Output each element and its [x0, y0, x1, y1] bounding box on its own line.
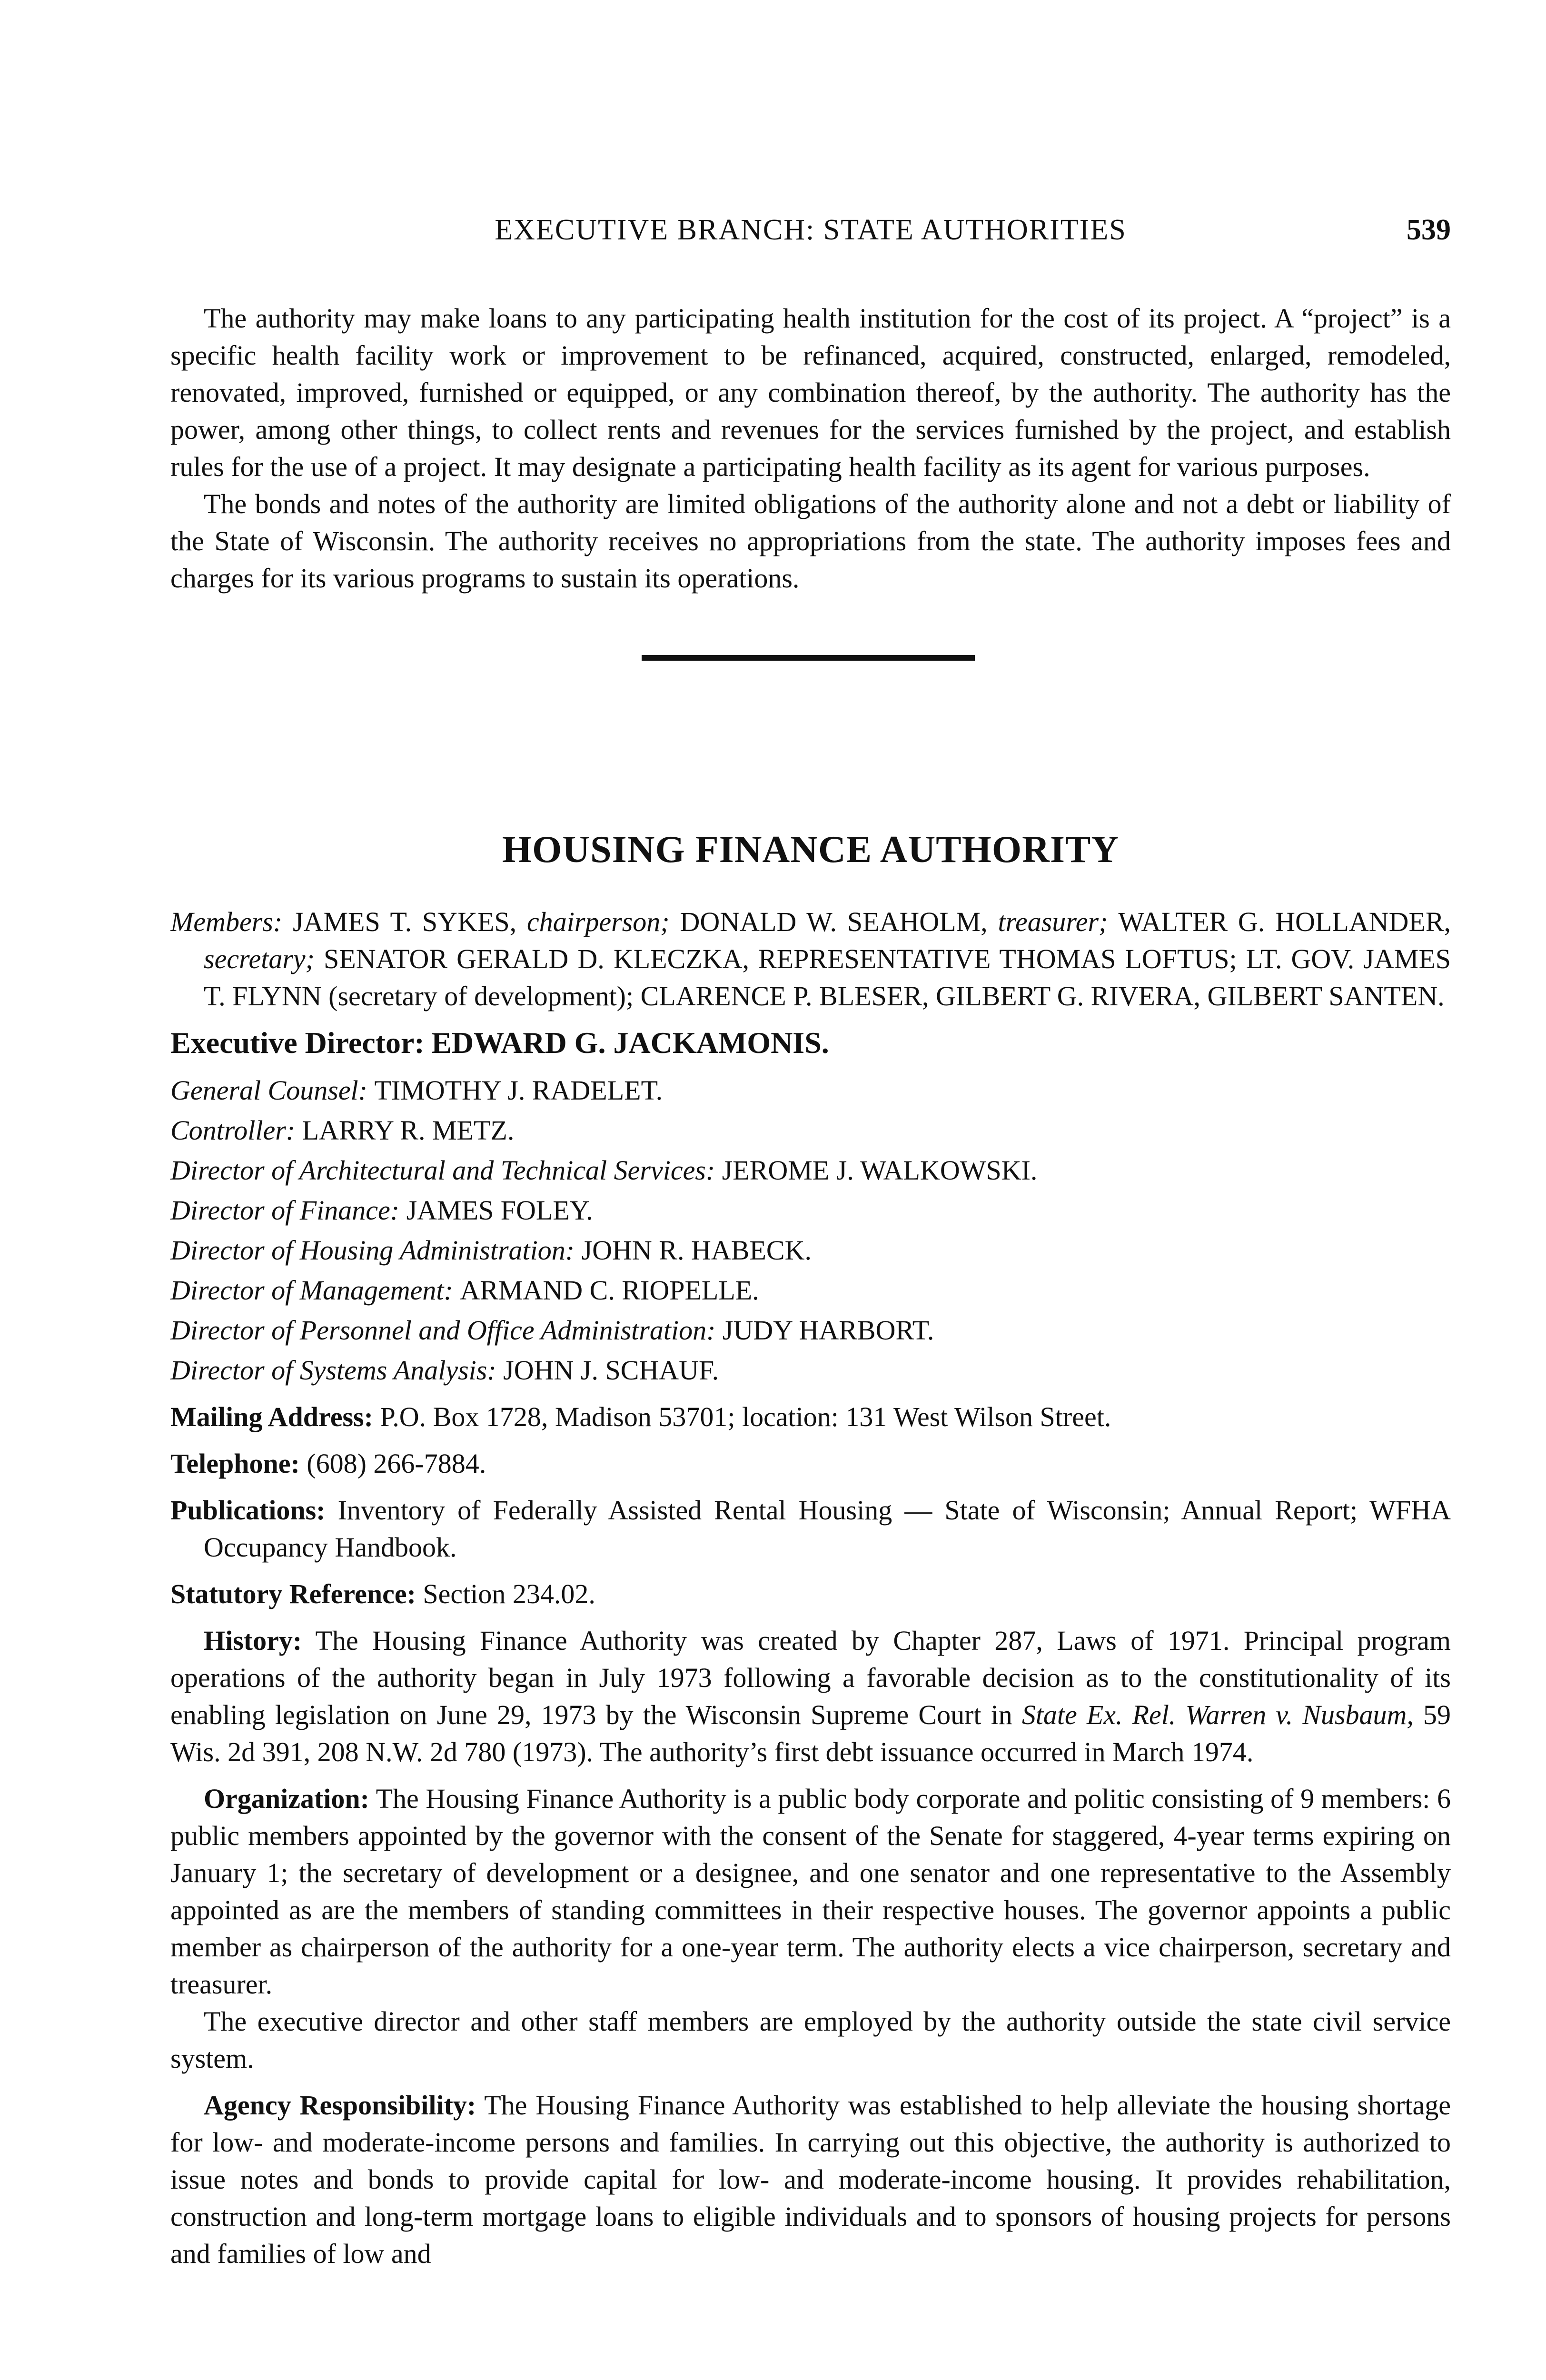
- officer-line: [170, 1112, 1451, 1149]
- officer-name: JOHN J. SCHAUF.: [503, 1355, 719, 1386]
- history-case: State Ex. Rel. Warren v. Nusbaum,: [1021, 1699, 1414, 1730]
- mailing-address-text: P.O. Box 1728, Madison 53701; location: 131 West Wilson Street.: [380, 1401, 1111, 1432]
- officer-name: ARMAND C. RIOPELLE.: [460, 1275, 759, 1306]
- organization-text: The Housing Finance Authority is a public body corporate and politic consisting of 9 members: 6 public members appointed by the governor with the consent of the Senate for staggered, 4-year terms expiring on January 1; the secretary of development or a designee, and one senator and one representative to the Assembly appointed as are the members of standing committees in their respective houses. The governor appoints a public member as chairperson of the authority for a one-year term. The authority elects a vice chairperson, secretary and treasurer.: [170, 1783, 1451, 2000]
- agency-responsibility-label: Agency Responsibility:: [204, 2090, 476, 2121]
- member-names: SENATOR GERALD D. KLECZKA, REPRESENTATIVE THOMAS LOFTUS; LT. GOV. JAMES T. FLYNN: [204, 943, 1451, 1012]
- intro-paragraph-1: The authority may make loans to any participating health institution for the cost of its project. A “project” is a specific health facility work or improvement to be refinanced, acquired, constructed, enlarged, remodeled, renovated, improved, furnished or equipped, or any combination thereof, by the authority. The authority has the power, among other things, to collect rents and revenues for the services furnished by the project, and establish rules for the use of a project. It may designate a participating health facility as its agent for various purposes.: [170, 303, 1451, 482]
- mailing-address: [170, 1398, 1451, 1436]
- running-head: EXECUTIVE BRANCH: STATE AUTHORITIES: [495, 214, 1127, 246]
- member-name: JAMES T. SYKES: [292, 906, 510, 937]
- officer-title: Controller:: [170, 1115, 296, 1146]
- officer-name: JEROME J. WALKOWSKI.: [722, 1155, 1038, 1186]
- officer-name: JUDY HARBORT.: [722, 1315, 934, 1346]
- members-label: Members:: [170, 906, 283, 937]
- intro-paragraph-2: The bonds and notes of the authority are limited obligations of the authority alone and not a debt or liability of the State of Wisconsin. The authority receives no appropriations from the state. The authority imposes fees and charges for its various programs to sustain its operations.: [170, 488, 1451, 594]
- intro-section: [170, 300, 1451, 597]
- member-name: WALTER G. HOLLANDER: [1118, 906, 1444, 937]
- member-note: (secretary of development);: [328, 981, 634, 1012]
- publications-label: Publications:: [170, 1495, 326, 1526]
- officer-title: Director of Finance:: [170, 1195, 400, 1226]
- telephone: [170, 1445, 1451, 1482]
- officer-title: Director of Architectural and Technical Services:: [170, 1155, 715, 1186]
- history-text: 59 Wis. 2d 391, 208 N.W. 2d 780 (1973). The authority’s first debt issuance occurred in March 1974.: [170, 1699, 1451, 1767]
- telephone-text: (608) 266-7884.: [307, 1448, 486, 1479]
- organization-paragraph: [170, 1780, 1451, 2003]
- member-role: secretary;: [204, 943, 315, 974]
- agency-responsibility-text: The Housing Finance Authority was established to help alleviate the housing shortage for low- and moderate-income persons and families. In carrying out this objective, the authority is authorized to issue notes and bonds to provide capital for low- and moderate-income housing. It provides rehabilitation, construction and long-term mortgage loans to eligible individuals and to sponsors of housing projects for persons and families of low and: [170, 2090, 1451, 2269]
- officer-name: JAMES FOLEY.: [406, 1195, 593, 1226]
- officer-name: JOHN R. HABECK.: [581, 1235, 812, 1266]
- officer-line: [170, 1192, 1451, 1229]
- member-names: CLARENCE P. BLESER, GILBERT G. RIVERA, GILBERT SANTEN.: [640, 981, 1445, 1012]
- officer-title: Director of Systems Analysis:: [170, 1355, 496, 1386]
- member-name: DONALD W. SEAHOLM: [680, 906, 981, 937]
- section-title: HOUSING FINANCE AUTHORITY: [502, 829, 1120, 871]
- officer-line: [170, 1352, 1451, 1389]
- members-paragraph: Members: JAMES T. SYKES, chairperson; DONALD W. SEAHOLM, treasurer; WALTER G. HOLLANDER, secretary; SENATOR GERALD D. KLECZKA, REPRESENTATIVE THOMAS LOFTUS; LT. GOV. JAMES T. FLYNN (secretary of development); CLARENCE P. BLESER, GILBERT G. RIVERA, GILBERT SANTEN.: [170, 906, 1451, 1012]
- officer-title: Director of Personnel and Office Administration:: [170, 1315, 716, 1346]
- officer-line: [170, 1152, 1451, 1189]
- agency-responsibility-paragraph: [170, 2087, 1451, 2272]
- officer-list: [170, 1072, 1451, 1389]
- history-label: History:: [204, 1625, 302, 1656]
- officer-title: Director of Housing Administration:: [170, 1235, 575, 1266]
- organization-paragraph-2: The executive director and other staff members are employed by the authority outside the state civil service system.: [170, 2006, 1451, 2074]
- executive-director-line: [170, 1024, 1451, 1062]
- history-paragraph: [170, 1622, 1451, 1771]
- statutory-reference-text: Section 234.02.: [423, 1578, 595, 1609]
- statutory-reference-label: Statutory Reference:: [170, 1578, 416, 1609]
- officer-name: TIMOTHY J. RADELET.: [374, 1075, 663, 1106]
- organization-label: Organization:: [204, 1783, 369, 1814]
- history-text: The Housing Finance Authority was created by Chapter 287, Laws of 1971. Principal program operations of the authority began in July 1973 following a favorable decision as to the constitutionality of its enabling legislation on June 29, 1973 by the Wisconsin Supreme Court in: [170, 1625, 1451, 1730]
- mailing-address-label: Mailing Address:: [170, 1401, 373, 1432]
- officer-name: LARRY R. METZ.: [302, 1115, 515, 1146]
- document-page: [170, 0, 1451, 2380]
- officer-line: [170, 1312, 1451, 1349]
- page-header: [170, 213, 1451, 256]
- executive-director-label: Executive Director:: [170, 1026, 425, 1060]
- member-role: chairperson;: [526, 906, 670, 937]
- member-role: treasurer;: [998, 906, 1108, 937]
- section-divider: [642, 655, 975, 661]
- officer-title: General Counsel:: [170, 1075, 367, 1106]
- officer-title: Director of Management:: [170, 1275, 453, 1306]
- officer-line: [170, 1232, 1451, 1269]
- authority-entry: [170, 903, 1451, 2272]
- executive-director-name: EDWARD G. JACKAMONIS.: [431, 1026, 829, 1060]
- officer-line: [170, 1072, 1451, 1109]
- publications: [170, 1492, 1451, 1566]
- page-number: 539: [1407, 214, 1451, 246]
- publications-text: Inventory of Federally Assisted Rental Housing — State of Wisconsin; Annual Report; WFHA Occupancy Handbook.: [204, 1495, 1451, 1563]
- statutory-reference: [170, 1576, 1451, 1613]
- officer-line: [170, 1272, 1451, 1309]
- telephone-label: Telephone:: [170, 1448, 300, 1479]
